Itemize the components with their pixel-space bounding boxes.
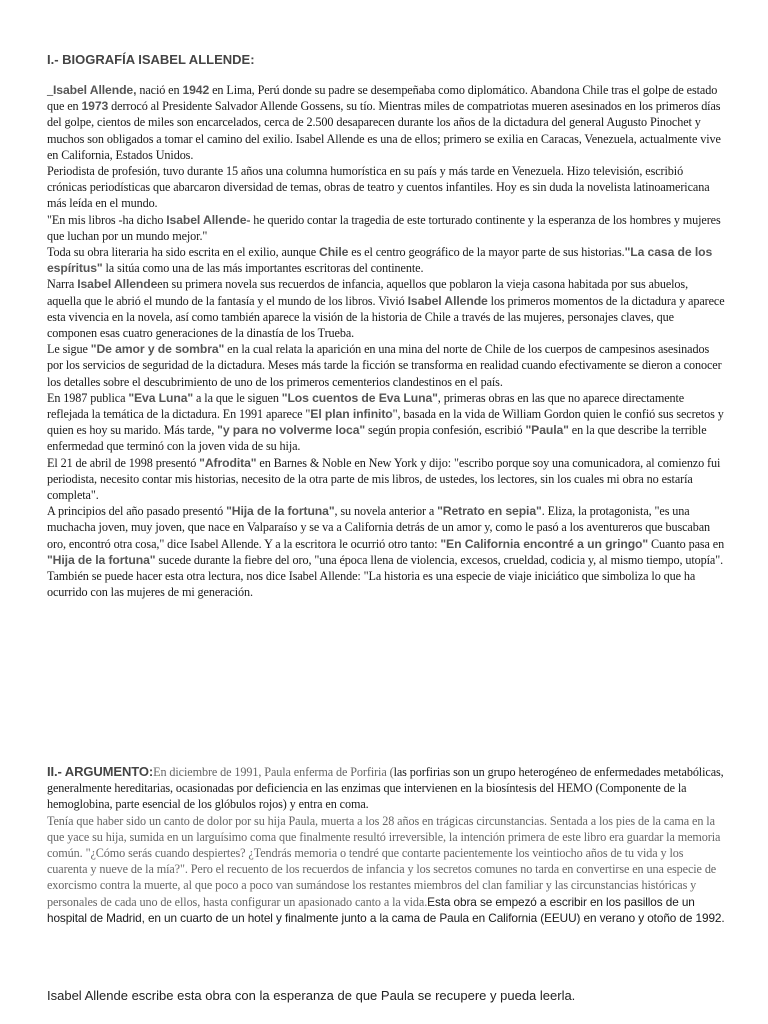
bio-paragraph-3: "En mis libros -ha dicho Isabel Allende- he querido contar la tragedia de este torturado continente y la esperanza de los hombres y mujeres que luchan por un mundo mejor." xyxy=(47,212,721,243)
book-title-highlight: "y para no volverme loca" xyxy=(217,423,366,438)
book-title-highlight: "Afrodita" xyxy=(199,455,257,470)
year-1973-highlight: 1973 xyxy=(81,99,109,114)
bio-paragraph-7: En 1987 publica "Eva Luna" a la que le siguen "Los cuentos de Eva Luna", primeras obras en las que no aparece directamente reflejada la temática de la dictadura. En 1991 aparece "El plan infinito", basada en la vida de William Gordon quien le confió sus secretos y quien es hoy su marido. Más tarde, "y para no volverme loca" según propia confesión, escribió "Paula" en la que describe la terrible enfermedad que terminó con la joven vida de su hija. xyxy=(47,390,724,454)
book-title-highlight: "Hija de la fortuna" xyxy=(47,552,156,567)
closing-sentence: Isabel Allende escribe esta obra con la esperanza de que Paula se recupere y pueda leerla. xyxy=(47,988,576,1003)
bio-paragraph-1: _Isabel Allende, nació en 1942 en Lima, Perú donde su padre se desempeñaba como diplomático. Abandona Chile tras el golpe de estado que en 1973 derrocó al Presidente Salvador Allende Gossens, su tío. Mientras miles de compatriotas mueren asesinados en los primeros días del golpe, cientos de miles son encarcelados, cerca de 2.500 desaparecen durante los años de la dictadura del general Augusto Pinochet y muchos son obligados a tomar el camino del exilio. Isabel Allende es una de ellos; primero se exilia en Caracas, Venezuela, actualmente vive en California, Estados Unidos. xyxy=(47,83,721,162)
book-title-highlight: "Paula" xyxy=(525,423,569,438)
book-title-highlight: "Retrato en sepia" xyxy=(437,504,542,519)
biography-heading: I.- BIOGRAFÍA ISABEL ALLENDE: xyxy=(47,52,255,67)
author-name-highlight: Isabel Allende xyxy=(166,212,247,227)
biography-section xyxy=(47,82,725,601)
book-title-highlight: "De amor y de sombra" xyxy=(90,342,225,357)
bio-paragraph-2: Periodista de profesión, tuvo durante 15 años una columna humorística en su país y más tarde en Venezuela. Hizo televisión, escribió crónicas periodísticas que abarcaron diversidad de temas, obras de teatro y cuentos infantiles. Hoy es sin duda la novelista latinoamericana más leída en el mundo. xyxy=(47,164,710,211)
book-title-highlight: El plan infinito xyxy=(310,407,393,422)
bio-paragraph-8: El 21 de abril de 1998 presentó "Afrodita" en Barnes & Noble en New York y dijo: "escribo porque soy una comunicadora, al comienzo fui periodista, necesito contar mis historias, necesito de la otra parte de mis libros, de ustedes, los lectores, sin los cuales mi obra no estaría completa". xyxy=(47,455,721,503)
bio-paragraph-4: Toda su obra literaria ha sido escrita en el exilio, aunque Chile es el centro geográfico de la mayor parte de sus historias."La casa de los espíritus" la sitúa como una de las más importantes escritoras del continente. xyxy=(47,245,713,276)
chile-highlight: Chile xyxy=(319,245,349,260)
year-1942-highlight: 1942 xyxy=(182,83,210,97)
book-title-highlight: "Hija de la fortuna" xyxy=(226,504,335,519)
book-title-highlight: "Eva Luna" xyxy=(128,390,194,405)
bio-paragraph-9: A principios del año pasado presentó "Hija de la fortuna", su novela anterior a "Retrato en sepia". Eliza, la protagonista, "es una muchacha joven, muy joven, que nace en Valparaíso y se va a California detrás de un amor y, como le pasó a los aventureros que buscaban oro, encontró otra cosa," dice Isabel Allende. Y a la escritora le ocurrió otro tanto: "En California encontré a un gringo" Cuanto pasa en "Hija de la fortuna" sucede durante la fiebre del oro, "una época llena de violencia, excesos, crueldad, codicia y, al mismo tiempo, utopía". También se puede hacer esta otra lectura, nos dice Isabel Allende: "La historia es una especie de viaje iniciático que simboliza lo que ha ocurrido con las mujeres de mi generación. xyxy=(47,504,725,600)
argument-heading: II.- ARGUMENTO: xyxy=(47,764,154,779)
author-name-highlight: Isabel Allende xyxy=(77,277,158,292)
argument-paragraph-1: II.- ARGUMENTO:En diciembre de 1991, Paula enferma de Porfiria (las porfirias son un grupo heterogéneo de enfermedades metabólicas, generalmente hereditarias, ocasionadas por deficiencia en las enzimas que intervienen en la biosíntesis del HEMO (Componente de la hemoglobina, parte esencial de los glóbulos rojos) y entra en coma. xyxy=(47,764,724,812)
author-name-highlight: Isabel Allende, xyxy=(53,83,137,97)
bio-paragraph-5: Narra Isabel Allendeen su primera novela sus recuerdos de infancia, aquellos que poblaron la vieja casona habitada por sus abuelos, aquella que le abrió el mundo de la fantasía y el mundo de los libros. Vivió Isabel Allende los primeros momentos de la dictadura y aparece esta vivencia en la novela, así como también aparece la visión de la historia de Chile a través de las mujeres, personajes claves, que componen esas cuatro generaciones de la dinastía de los Trueba. xyxy=(47,277,725,341)
quote-highlight: "En California encontré a un gringo" xyxy=(440,536,649,551)
author-name-highlight: Isabel Allende xyxy=(407,293,488,308)
book-title-highlight: "La casa de los espíritus" xyxy=(47,245,713,276)
argument-paragraph-2: Tenía que haber sido un canto de dolor por su hija Paula, muerta a los 28 años en trágicas circunstancias. Sentada a los pies de la cama en la que yace su hija, sumida en un larguísimo coma que finalmente resultó irreversible, la intención primera de este libro era guardar la memoria común. "¿Cómo serás cuando despiertes? ¿Tendrás memoria o tendré que contarte pacientemente los veintiocho años de tu vida y los cuarenta y nueve de la mía?". Pero el recuento de los recuerdos de infancia y los secretos comunes no tarda en convertirse en una especie de exorcismo contra la muerte, al que poco a poco van sumándose los restantes miembros del clan familiar y las circunstancias históricas y personales de cada uno de ellos, hasta configurar un apasionado canto a la vida.Esta obra se empezó a escribir en los pasillos de un hospital de Madrid, en un cuarto de un hotel y finalmente junto a la cama de Paula en California (EEUU) en verano y otoño de 1992. xyxy=(47,813,725,925)
bio-paragraph-6: Le sigue "De amor y de sombra" en la cual relata la aparición en una mina del norte de Chile de los cuerpos de campesinos asesinados por los servicios de seguridad de la dictadura. Meses más tarde la ficción se transforma en realidad cuando efectivamente se dieron a conocer los detalles sobre el descubrimiento de uno de los primeros cementerios clandestinos en el país. xyxy=(47,342,722,389)
argument-section xyxy=(47,764,725,926)
underscore-mark: _ xyxy=(47,83,53,97)
book-title-highlight: "Los cuentos de Eva Luna" xyxy=(281,390,438,405)
